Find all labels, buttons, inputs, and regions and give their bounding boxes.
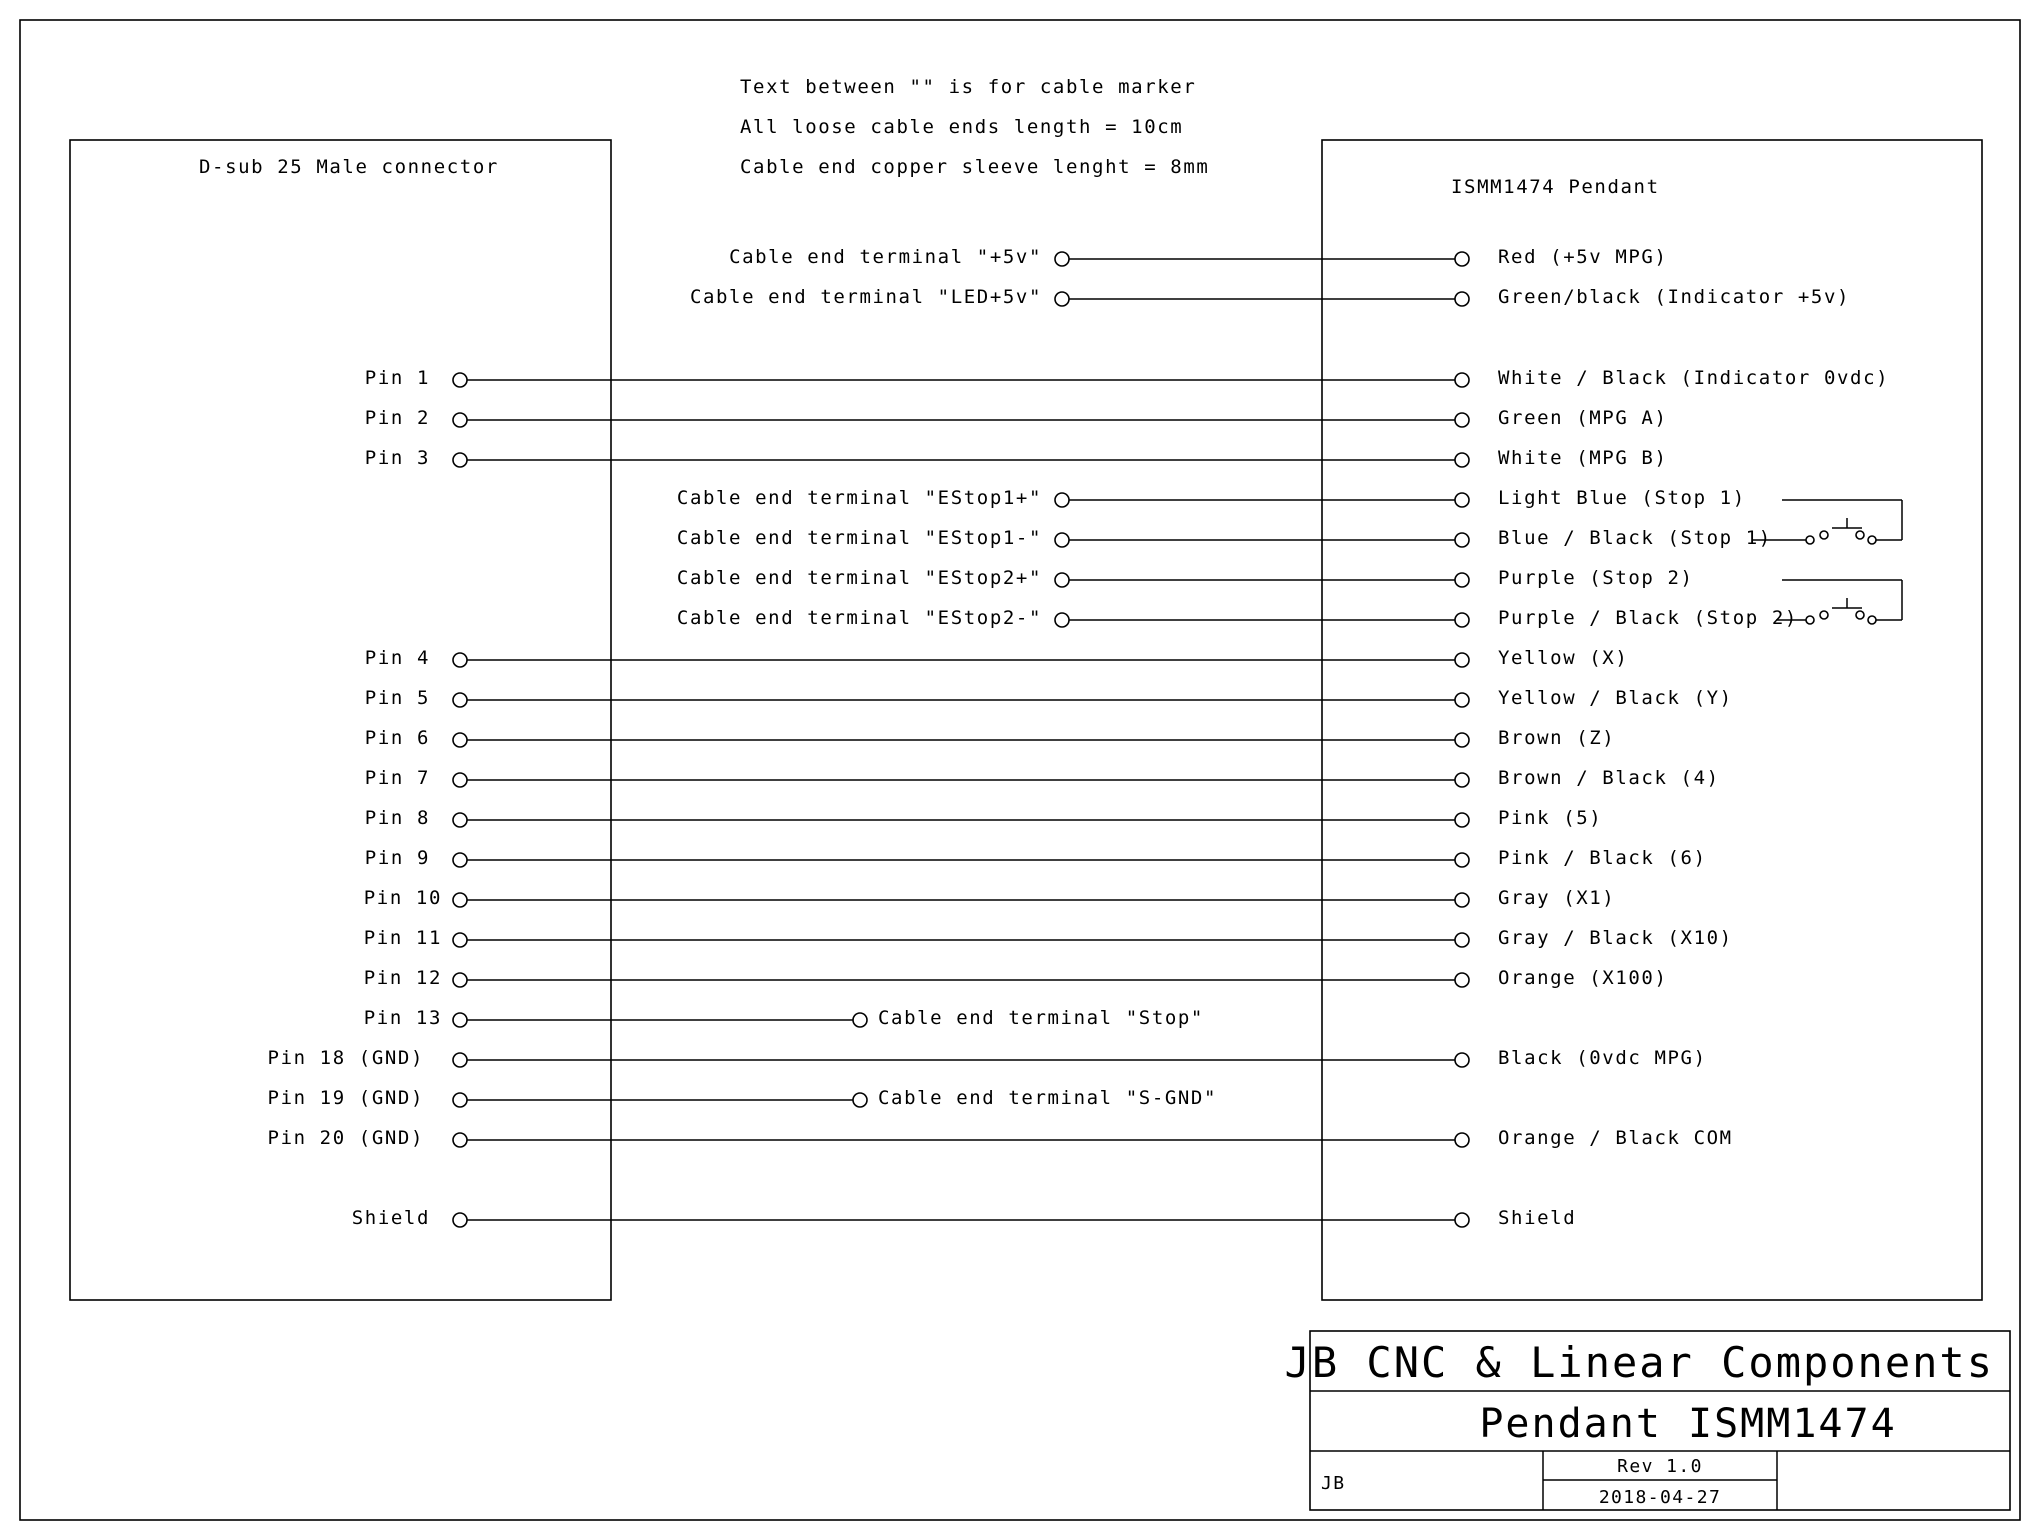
wire-estop1-plus xyxy=(677,487,1746,509)
label-purple: Purple (Stop 2) xyxy=(1498,567,1694,589)
label-pin-20: Pin 20 (GND) xyxy=(267,1127,424,1149)
terminal-pin-5 xyxy=(453,693,467,707)
label-pin-6: Pin 6 xyxy=(364,727,430,749)
label-pin-5: Pin 5 xyxy=(364,687,430,709)
wire-pin-11 xyxy=(364,927,1733,949)
wire-pin-20 xyxy=(268,1127,1733,1149)
terminal-pin-12 xyxy=(453,973,467,987)
terminal-purple xyxy=(1455,573,1469,587)
label-red: Red (+5v MPG) xyxy=(1498,246,1668,268)
author: JB xyxy=(1321,1473,1346,1494)
terminal-gray-black xyxy=(1455,933,1469,947)
terminal-pin-4 xyxy=(453,653,467,667)
terminal-red xyxy=(1455,252,1469,266)
label-estop2-plus: Cable end terminal "EStop2+" xyxy=(676,567,1042,589)
label-pin-1: Pin 1 xyxy=(364,367,430,389)
top-wire-5v xyxy=(729,246,1667,268)
wire-pin-18 xyxy=(268,1047,1707,1069)
wire-estop2-plus xyxy=(677,567,1694,589)
label-pin-12: Pin 12 xyxy=(363,967,442,989)
terminal-pin-1 xyxy=(453,373,467,387)
label-light-blue: Light Blue (Stop 1) xyxy=(1498,487,1746,509)
terminal-pink xyxy=(1455,813,1469,827)
terminal-pin-3 xyxy=(453,453,467,467)
dsub-connector-title: D-sub 25 Male connector xyxy=(199,156,499,178)
label-green: Green (MPG A) xyxy=(1498,407,1668,429)
terminal-shield-right xyxy=(1455,1213,1469,1227)
label-pin-8: Pin 8 xyxy=(364,807,430,829)
wire-pin-5 xyxy=(365,687,1733,709)
terminal-orange-black xyxy=(1455,1133,1469,1147)
label-white-black: White / Black (Indicator 0vdc) xyxy=(1498,367,1890,389)
wire-pin-19 xyxy=(268,1087,1217,1109)
label-pin-9: Pin 9 xyxy=(364,847,430,869)
label-gray-black: Gray / Black (X10) xyxy=(1498,927,1733,949)
label-yellow-black: Yellow / Black (Y) xyxy=(1498,687,1733,709)
terminal-pin-6 xyxy=(453,733,467,747)
label-gray: Gray (X1) xyxy=(1498,887,1616,909)
wire-pin-6 xyxy=(365,727,1616,749)
wire-pin-7 xyxy=(365,767,1720,789)
label-estop1-plus: Cable end terminal "EStop1+" xyxy=(676,487,1042,509)
terminal-yellow-black xyxy=(1455,693,1469,707)
terminal-green xyxy=(1455,413,1469,427)
terminal-estop2-plus xyxy=(1055,573,1069,587)
label-orange: Orange (X100) xyxy=(1498,967,1668,989)
pendant-title: ISMM1474 Pendant xyxy=(1451,176,1660,198)
label-pin-4: Pin 4 xyxy=(364,647,430,669)
terminal-pin-9 xyxy=(453,853,467,867)
wire-pin-10 xyxy=(364,887,1616,909)
dsub-connector-box xyxy=(70,140,611,1300)
sheet-border xyxy=(20,20,2020,1520)
terminal-light-blue xyxy=(1455,493,1469,507)
label-pin-19: Pin 19 (GND) xyxy=(267,1087,424,1109)
label-estop2-minus: Cable end terminal "EStop2-" xyxy=(676,607,1042,629)
terminal-pin-18 xyxy=(453,1053,467,1067)
wire-estop2-minus xyxy=(677,607,1798,629)
label-black: Black (0vdc MPG) xyxy=(1498,1047,1707,1069)
label-pin-18: Pin 18 (GND) xyxy=(267,1047,424,1069)
terminal-pin-13 xyxy=(453,1013,467,1027)
terminal-pin-11 xyxy=(453,933,467,947)
terminal-white xyxy=(1455,453,1469,467)
terminal-brown xyxy=(1455,733,1469,747)
terminal-orange xyxy=(1455,973,1469,987)
terminal-white-black xyxy=(1455,373,1469,387)
wire-pin-4 xyxy=(365,647,1629,669)
label-5v-terminal: Cable end terminal "+5v" xyxy=(729,246,1042,268)
terminal-stop xyxy=(853,1013,867,1027)
terminal-brown-black xyxy=(1455,773,1469,787)
label-pin-11: Pin 11 xyxy=(363,927,442,949)
estop1-switch-icon xyxy=(1752,500,1902,544)
terminal-pink-black xyxy=(1455,853,1469,867)
terminal-yellow xyxy=(1455,653,1469,667)
wire-pin-3 xyxy=(365,447,1668,469)
top-wire-led5v xyxy=(690,286,1850,308)
wire-pin-13 xyxy=(364,1007,1204,1029)
label-estop1-minus: Cable end terminal "EStop1-" xyxy=(676,527,1042,549)
terminal-pin-2 xyxy=(453,413,467,427)
drawing-date: 2018-04-27 xyxy=(1598,1487,1722,1508)
wire-pin-2 xyxy=(365,407,1668,429)
label-shield-right: Shield xyxy=(1498,1207,1577,1229)
label-yellow: Yellow (X) xyxy=(1498,647,1629,669)
terminal-estop1-plus xyxy=(1055,493,1069,507)
label-shield-left: Shield xyxy=(351,1207,430,1229)
label-brown: Brown (Z) xyxy=(1498,727,1616,749)
terminal-pin-10 xyxy=(453,893,467,907)
terminal-pin-8 xyxy=(453,813,467,827)
wire-pin-8 xyxy=(365,807,1603,829)
label-pink-black: Pink / Black (6) xyxy=(1498,847,1707,869)
wire-shield xyxy=(352,1207,1576,1229)
label-white: White (MPG B) xyxy=(1498,447,1668,469)
company-name: JB CNC & Linear Components xyxy=(1284,1338,1994,1387)
label-pink: Pink (5) xyxy=(1498,807,1603,829)
terminal-pin-20 xyxy=(453,1133,467,1147)
terminal-purple-black xyxy=(1455,613,1469,627)
wire-pin-1 xyxy=(365,367,1889,389)
terminal-led5v xyxy=(1055,292,1069,306)
terminal-shield-left xyxy=(453,1213,467,1227)
terminal-pin-19 xyxy=(453,1093,467,1107)
terminal-blue-black xyxy=(1455,533,1469,547)
terminal-gray xyxy=(1455,893,1469,907)
terminal-pin-7 xyxy=(453,773,467,787)
wire-estop1-minus xyxy=(677,527,1772,549)
label-green-black: Green/black (Indicator +5v) xyxy=(1498,286,1851,308)
wire-pin-12 xyxy=(364,967,1668,989)
label-led5v-terminal: Cable end terminal "LED+5v" xyxy=(689,286,1042,308)
terminal-green-black xyxy=(1455,292,1469,306)
pendant-box xyxy=(1322,140,1982,1300)
terminal-estop2-minus xyxy=(1055,613,1069,627)
label-stop-terminal: Cable end terminal "Stop" xyxy=(878,1007,1204,1029)
label-pin-7: Pin 7 xyxy=(364,767,430,789)
note-copper-sleeve: Cable end copper sleeve lenght = 8mm xyxy=(740,156,1210,178)
revision: Rev 1.0 xyxy=(1617,1456,1703,1477)
terminal-estop1-minus xyxy=(1055,533,1069,547)
label-s-gnd-terminal: Cable end terminal "S-GND" xyxy=(878,1087,1218,1109)
label-brown-black: Brown / Black (4) xyxy=(1498,767,1720,789)
label-pin-13: Pin 13 xyxy=(363,1007,442,1029)
label-pin-10: Pin 10 xyxy=(363,887,442,909)
label-pin-2: Pin 2 xyxy=(364,407,430,429)
drawing-title: Pendant ISMM1474 xyxy=(1479,1401,1897,1447)
terminal-5v xyxy=(1055,252,1069,266)
note-loose-ends: All loose cable ends length = 10cm xyxy=(740,116,1184,138)
label-orange-black: Orange / Black COM xyxy=(1498,1127,1733,1149)
label-purple-black: Purple / Black (Stop 2) xyxy=(1498,607,1798,629)
note-cable-marker: Text between "" is for cable marker xyxy=(740,76,1197,98)
wire-pin-9 xyxy=(365,847,1707,869)
label-pin-3: Pin 3 xyxy=(364,447,430,469)
terminal-s-gnd xyxy=(853,1093,867,1107)
terminal-black xyxy=(1455,1053,1469,1067)
title-block xyxy=(1285,1331,2010,1510)
label-blue-black: Blue / Black (Stop 1) xyxy=(1498,527,1772,549)
